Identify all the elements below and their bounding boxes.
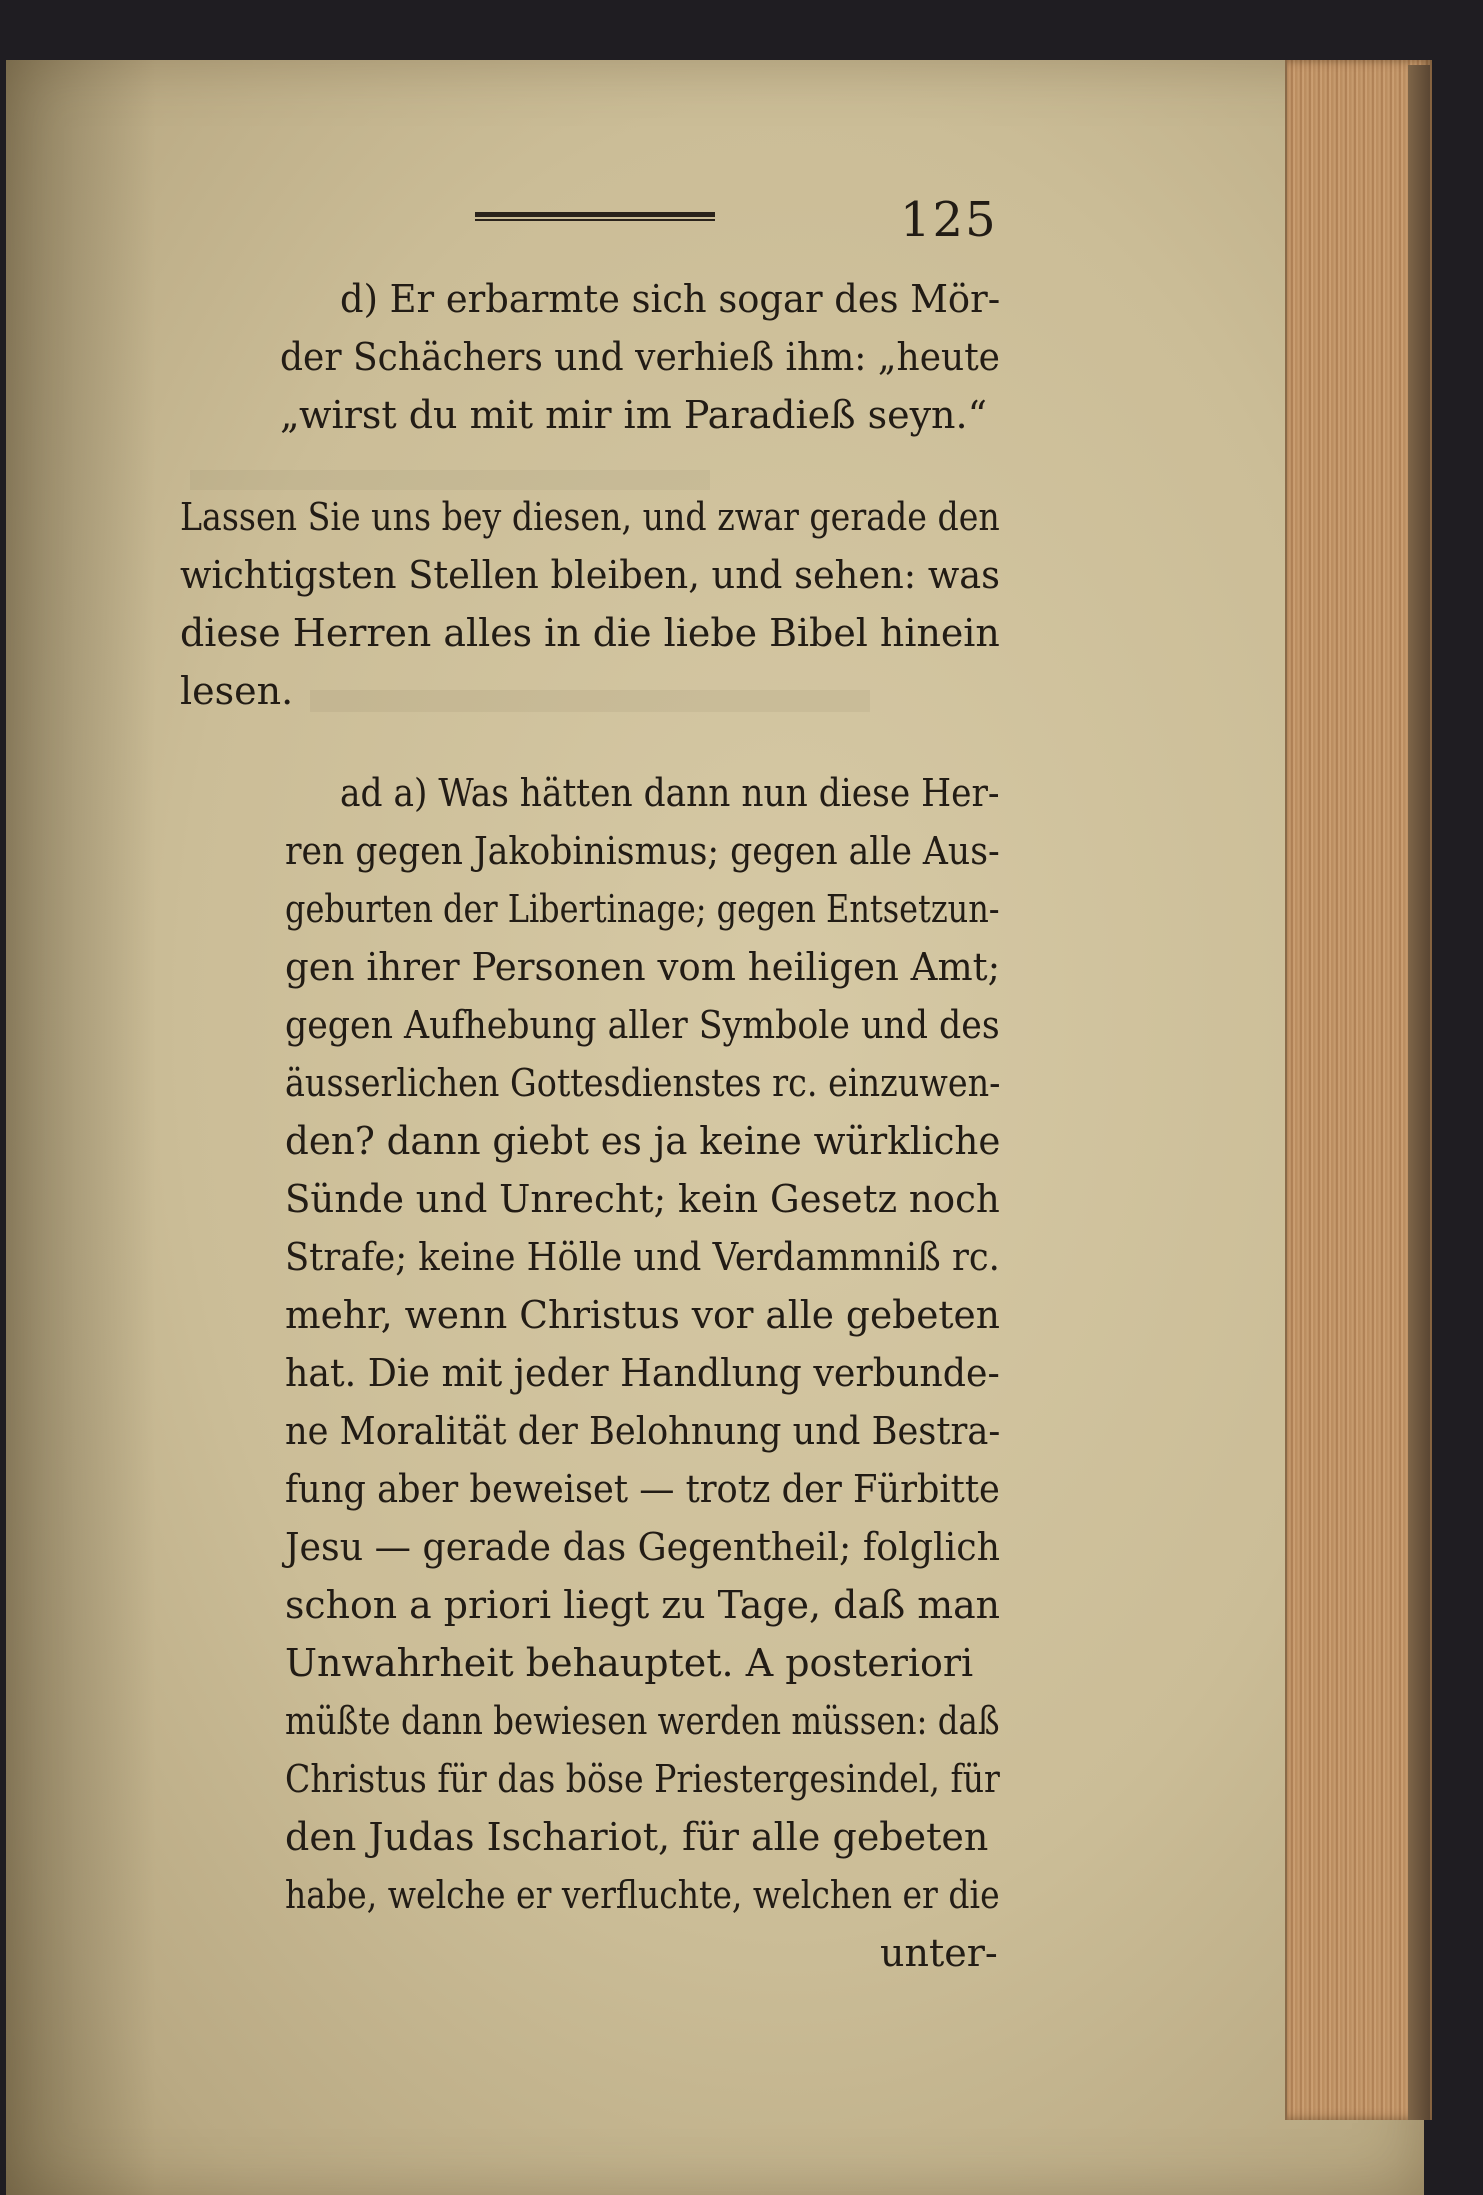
text-line: ad a) Was hätten dann nun diese Her- (340, 771, 1000, 815)
text-line: Sünde und Unrecht; kein Gesetz noch (285, 1177, 1000, 1221)
text-line: „wirst du mit mir im Paradieß seyn.“ (280, 393, 988, 437)
text-line: mehr, wenn Christus vor alle gebeten (285, 1293, 1000, 1337)
text-line: habe, welche er verfluchte, welchen er die (285, 1873, 1000, 1917)
page-gutter-shadow (6, 60, 156, 2195)
text-line: Christus für das böse Priestergesindel, für (285, 1757, 1000, 1801)
text-line: wichtigsten Stellen bleiben, und sehen: was (180, 553, 1001, 597)
text-line: fung aber beweiset — trotz der Fürbitte (285, 1467, 1000, 1511)
catchword: unter- (880, 1931, 998, 1975)
text-line: schon a priori liegt zu Tage, daß man (285, 1583, 1001, 1627)
text-line: ne Moralität der Belohnung und Bestra- (285, 1409, 1001, 1453)
text-line: diese Herren alles in die liebe Bibel hinein (180, 611, 1000, 655)
text-line: d) Er erbarmte sich sogar des Mör- (340, 277, 1001, 321)
text-line: den? dann giebt es ja keine würkliche (285, 1119, 1001, 1163)
text-line: gegen Aufhebung aller Symbole und des (285, 1003, 1000, 1047)
text-line: müßte dann bewiesen werden müssen: daß (285, 1699, 1000, 1743)
text-line: Strafe; keine Hölle und Verdammniß rc. (285, 1235, 1000, 1279)
show-through-stain (190, 470, 710, 490)
text-line: lesen. (180, 669, 294, 713)
text-line: äusserlichen Gottesdienstes rc. einzuwen- (285, 1061, 1001, 1105)
header-rule-thin (475, 219, 715, 221)
text-line: hat. Die mit jeder Handlung verbunde- (285, 1351, 1000, 1395)
text-line: Lassen Sie uns bey diesen, und zwar gerade den (180, 495, 1000, 539)
page-edge-shadow (1408, 65, 1430, 2120)
header-rule-thick (475, 212, 715, 217)
header-rule (475, 208, 715, 222)
text-line: Unwahrheit behauptet. A posteriori (285, 1641, 974, 1685)
text-line: der Schächers und verhieß ihm: „heute (280, 335, 1000, 379)
page-number: 125 (900, 192, 998, 248)
text-line: geburten der Libertinage; gegen Entsetzun- (285, 887, 1000, 931)
text-line: Jesu — gerade das Gegentheil; folglich (285, 1525, 1000, 1569)
text-line: gen ihrer Personen vom heiligen Amt; (285, 945, 1001, 989)
text-line: den Judas Ischariot, für alle gebeten (285, 1815, 989, 1859)
show-through-stain (310, 690, 870, 712)
text-line: ren gegen Jakobinismus; gegen alle Aus- (285, 829, 1000, 873)
